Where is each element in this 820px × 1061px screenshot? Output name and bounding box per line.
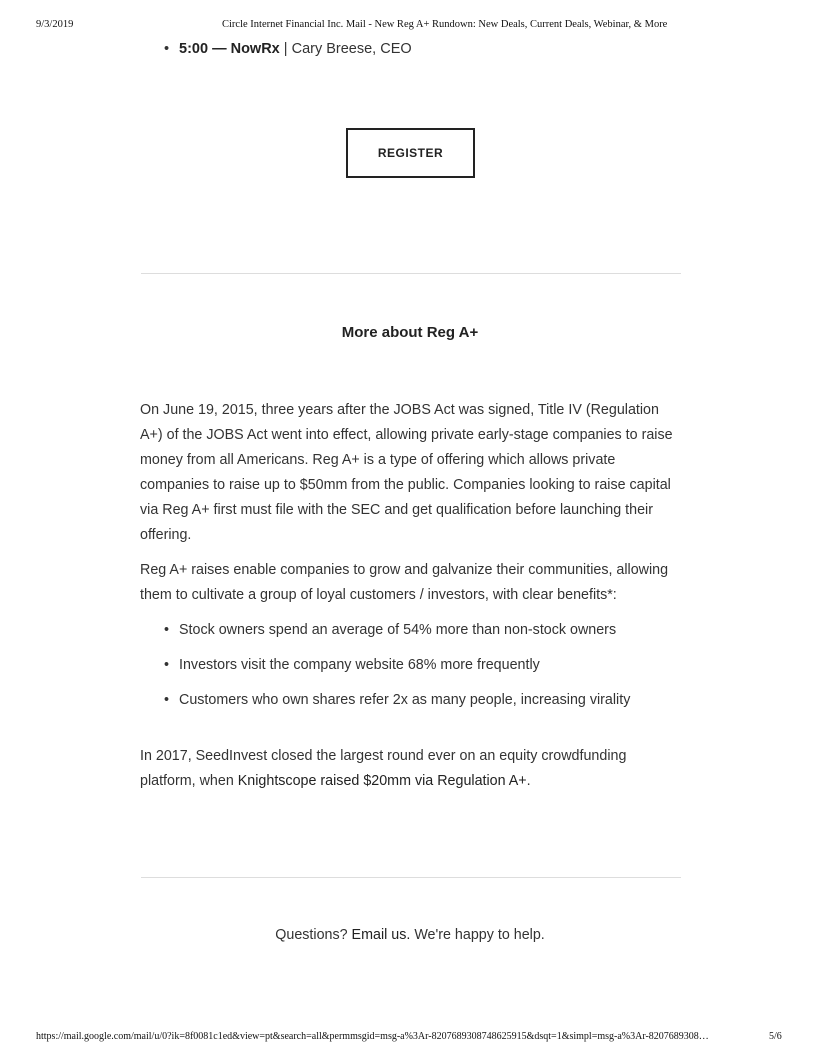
paragraph-intro: On June 19, 2015, three years after the JOBS Act was signed, Title IV (Regulation A+) of the JOBS Act went into effect, allowing private early-stage companies to raise money from all Americans. Reg A+ is a type of offering which allows private companies to raise up to $50mm from the public. Companies looking to raise capital via Reg A+ first must file with the SEC and get qualification before launching their offering. bbox=[140, 402, 673, 543]
list-item bbox=[140, 618, 680, 653]
bullet-icon: • bbox=[164, 657, 170, 673]
agenda-list bbox=[140, 36, 680, 62]
bullet-icon: • bbox=[164, 692, 170, 708]
section-heading: More about Reg A+ bbox=[341, 324, 479, 341]
bullet-icon: • bbox=[164, 622, 170, 638]
agenda-item bbox=[140, 36, 680, 62]
page-number: 5/6 bbox=[769, 1031, 782, 1042]
questions-note bbox=[140, 927, 680, 943]
agenda-dash: — bbox=[212, 41, 227, 57]
register-button[interactable]: REGISTER bbox=[346, 128, 475, 178]
list-item bbox=[140, 653, 680, 688]
benefits-list bbox=[140, 618, 680, 723]
benefit-text: Investors visit the company website 68% more frequently bbox=[179, 657, 540, 673]
email-us-link[interactable]: Email us. bbox=[351, 927, 411, 943]
paragraph-seedinvest-prefix: In 2017, SeedInvest closed the largest round ever on an equity crowdfunding platform, when bbox=[140, 748, 627, 789]
divider bbox=[141, 273, 681, 274]
paragraph-seedinvest-suffix: . bbox=[526, 773, 531, 789]
bullet-icon: • bbox=[164, 41, 170, 57]
questions-suffix: We're happy to help. bbox=[410, 927, 545, 943]
agenda-separator: | bbox=[283, 41, 288, 57]
paragraph-seedinvest bbox=[140, 744, 680, 794]
paragraph-benefits-intro: Reg A+ raises enable companies to grow and galvanize their communities, allowing them to cultivate a group of loyal customers / investors, with clear benefits*: bbox=[140, 562, 669, 603]
knightscope-link[interactable]: Knightscope raised $20mm via Regulation A+ bbox=[237, 773, 527, 789]
agenda-time: 5:00 bbox=[179, 41, 209, 57]
benefit-text: Customers who own shares refer 2x as many people, increasing virality bbox=[179, 692, 631, 708]
divider bbox=[141, 877, 681, 878]
list-item bbox=[140, 688, 680, 723]
agenda-speaker: Cary Breese, CEO bbox=[291, 41, 412, 57]
print-url: https://mail.google.com/mail/u/0?ik=8f0081c1ed&view=pt&search=all&permmsgid=msg-a%3Ar-8207689308748625915&dsqt=1&simpl=msg-a%3Ar-8207689308… bbox=[36, 1031, 709, 1042]
register-button-container bbox=[346, 128, 475, 178]
agenda-company: NowRx bbox=[230, 41, 280, 57]
print-date: 9/3/2019 bbox=[36, 19, 74, 30]
benefit-text: Stock owners spend an average of 54% more than non-stock owners bbox=[179, 622, 617, 638]
print-title: Circle Internet Financial Inc. Mail - New Reg A+ Rundown: New Deals, Current Deals, Webinar, & More bbox=[222, 19, 668, 30]
questions-prefix: Questions? bbox=[275, 927, 352, 943]
